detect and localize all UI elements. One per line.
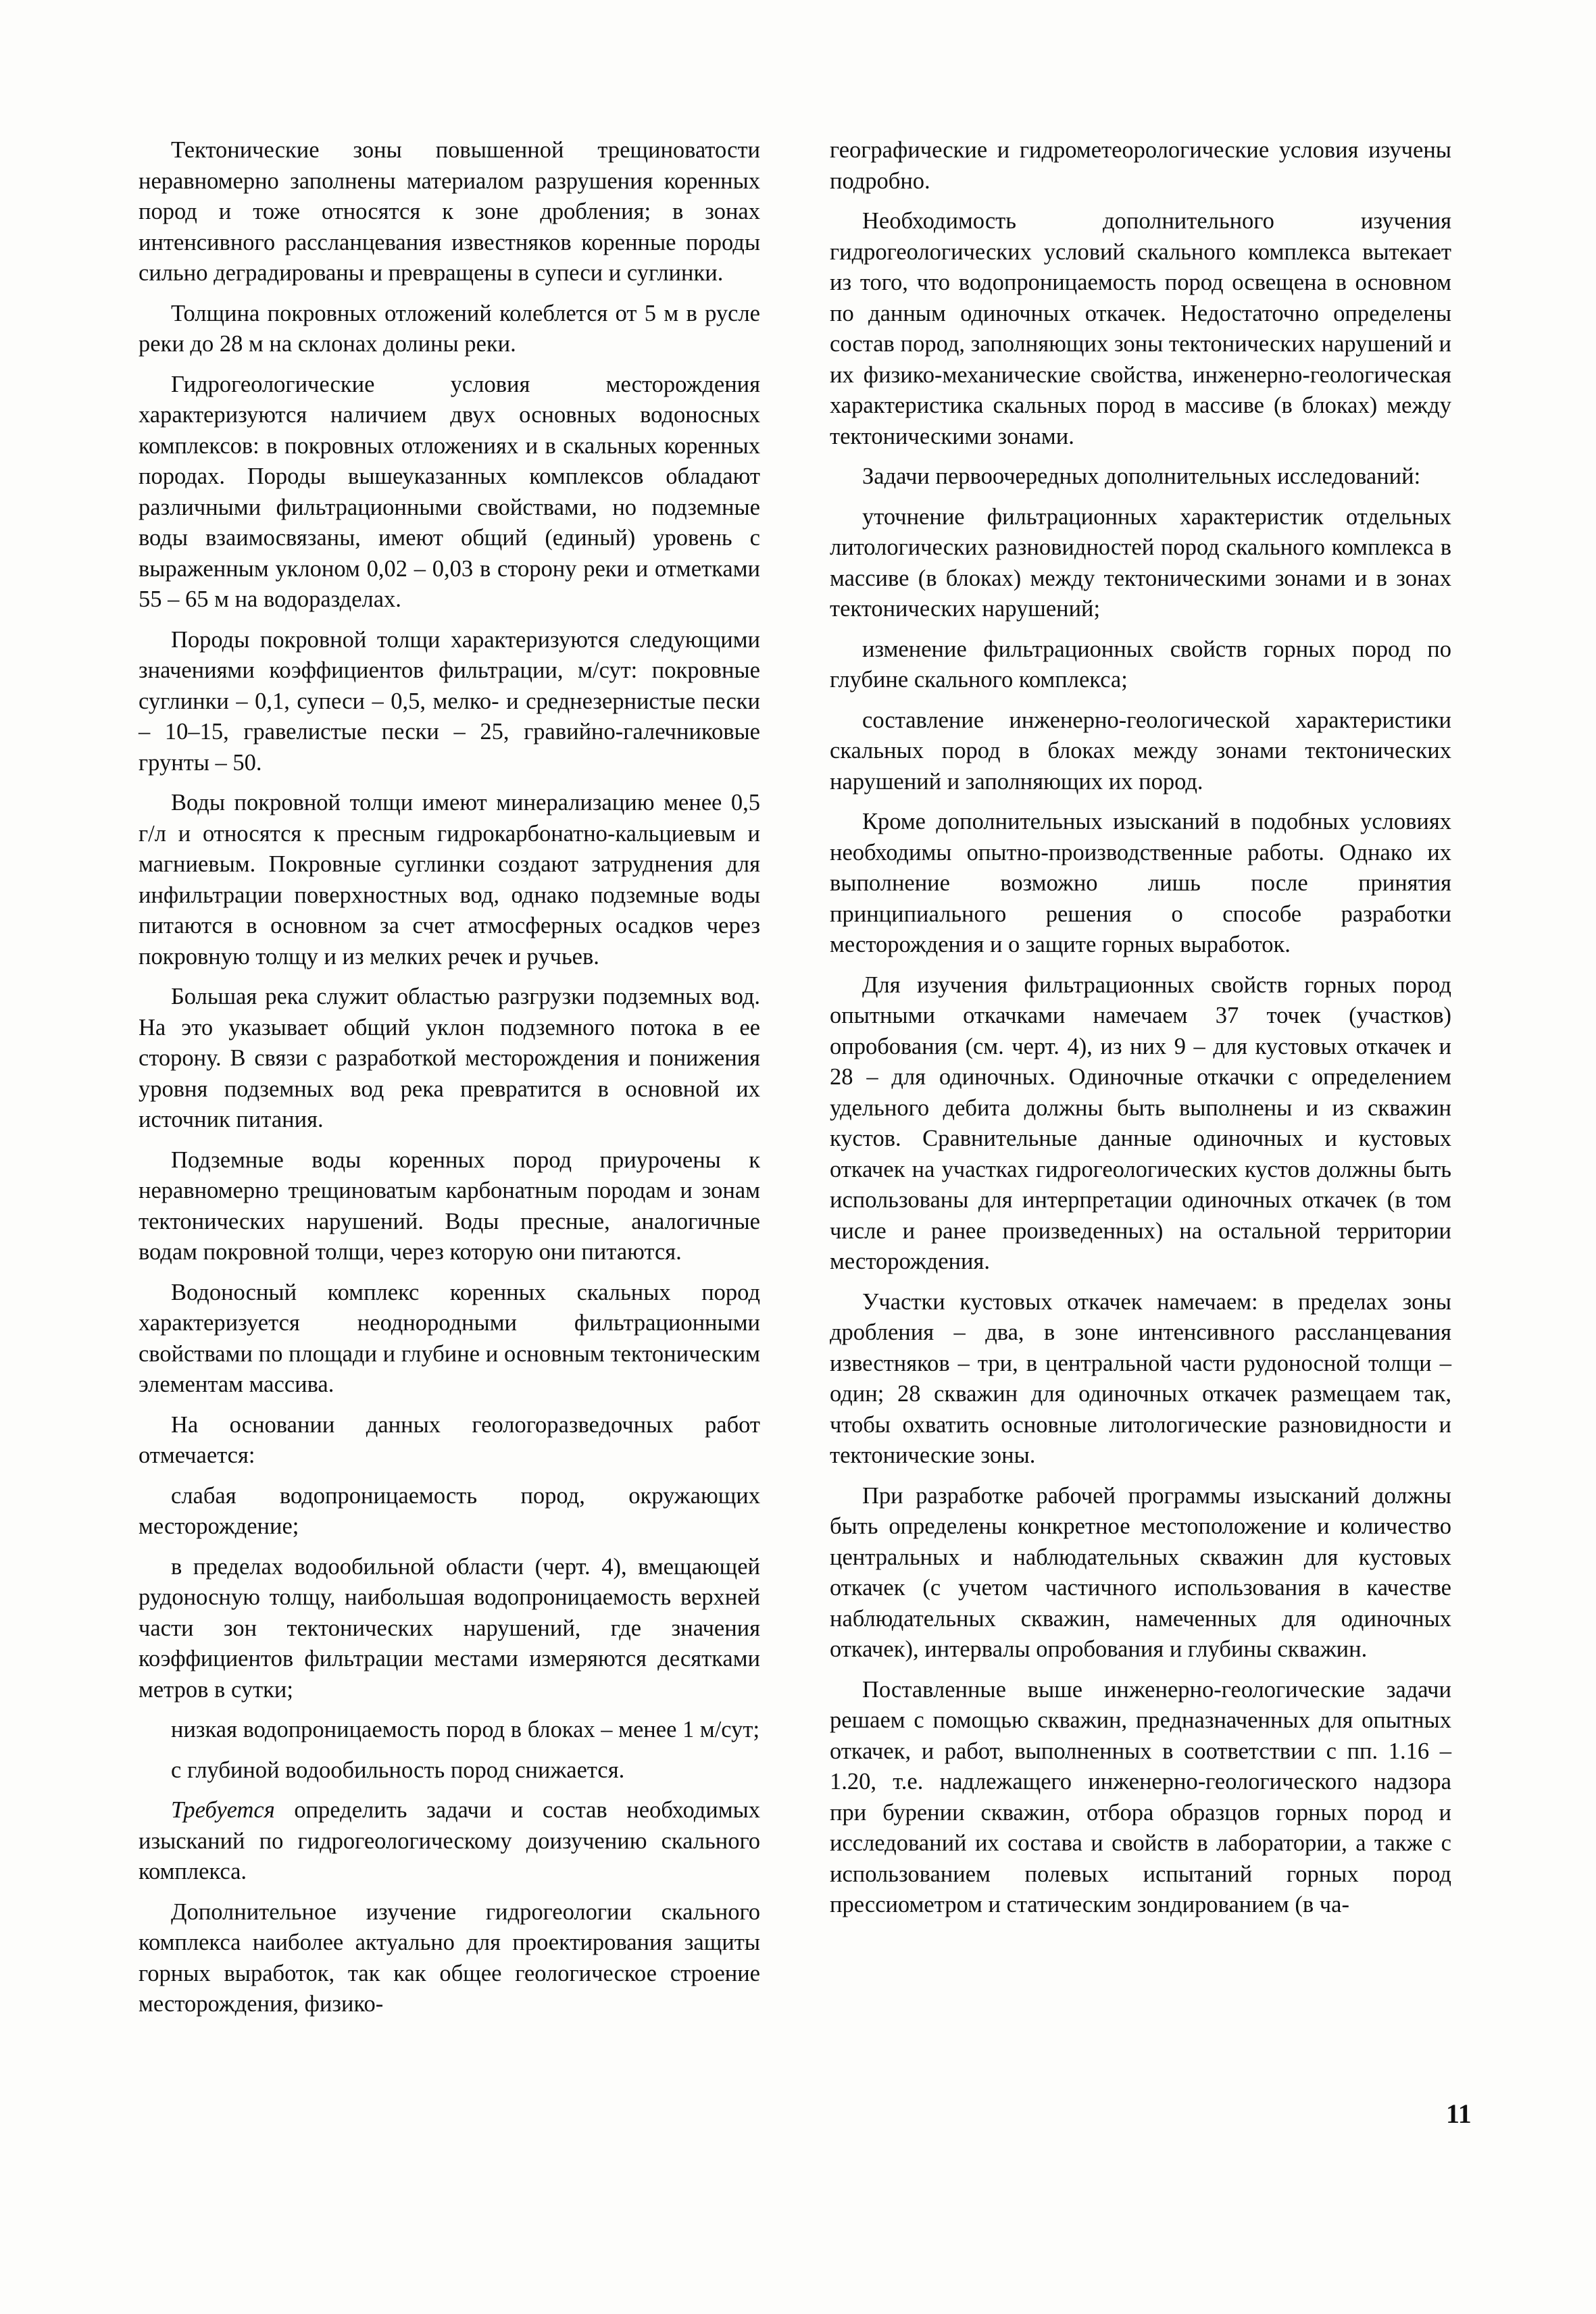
paragraph: Кроме дополнительных изысканий в подобных условиях необходимы опытно-производственные работы. Однако их выполнение возможно лишь после принятия принципиального решения о способе разработки месторождения и о защите горных выработок. [830, 809, 1451, 957]
paragraph: При разработке рабочей программы изысканий должны быть определены конкретное местоположение и количество центральных и наблюдательных скважин для кустовых откачек (с учетом частичного использования в качестве наблюдательных скважин, намеченных для одиночных откачек), интервалы опробования и глубины скважин. [830, 1482, 1451, 1662]
paragraph-text: определить задачи и состав необходимых изысканий по гидрогеологическому доизучению скального комплекса. [139, 1797, 760, 1884]
paragraph [139, 1795, 760, 1888]
paragraph: Поставленные выше инженерно-геологические задачи решаем с помощью скважин, предназначенных для опытных откачек, и работ, выполненных в соответствии с пп. 1.16 – 1.20, т.е. надлежащего инженерно-геологического надзора при бурении скважин, отбора образцов горных пород и исследований их состава и свойств в лаборатории, а также с использованием полевых испытаний горных пород прессиометром и статическим зондированием (в ча- [830, 1676, 1451, 1917]
paragraph: Воды покровной толщи имеют минерализацию менее 0,5 г/л и относятся к пресным гидрокарбонатно-кальциевым и магниевым. Покровные суглинки создают затруднения для инфильтрации поверхностных вод, однако подземные воды питаются в основном за счет атмосферных осадков через покровную толщу и из мелких речек и ручьев. [139, 790, 760, 970]
paragraph: Гидрогеологические условия месторождения характеризуются наличием двух основных водоносных комплексов: в покровных отложениях и в скальных коренных породах. Породы вышеуказанных комплексов обладают различными фильтрационными свойствами, но подземные воды взаимосвязаны, имеют общий (единый) уровень с выраженным уклоном 0,02 – 0,03 в сторону реки и отметками 55 – 65 м на водоразделах. [139, 371, 760, 612]
paragraph: Для изучения фильтрационных свойств горных пород опытными откачками намечаем 37 точек (участков) опробования (см. черт. 4), из них 9 – для кустовых откачек и 28 – для одиночных. Одиночные откачки с определением удельного дебита должны быть выполнены и из скважин кустов. Сравнительные данные одиночных и кустовых откачек на участках гидрогеологических кустов должны быть использованы для интерпретации одиночных откачек (в том числе и ранее произведенных) на остальной территории месторождения. [830, 972, 1451, 1274]
emphasis-word: Требуется [171, 1797, 275, 1823]
list-item: слабая водопроницаемость пород, окружающих месторождение; [139, 1482, 760, 1539]
paragraph: Дополнительное изучение гидрогеологии скального комплекса наиболее актуально для проектирования защиты горных выработок, так как общее геологическое строение месторождения, физико- [139, 1898, 760, 2017]
list-item: уточнение фильтрационных характеристик отдельных литологических разновидностей пород скального комплекса в массиве (в блоках) между тектоническими зонами и в зонах тектонических нарушений; [830, 503, 1451, 622]
list-item: с глубиной водообильность пород снижается. [171, 1757, 625, 1783]
paragraph: Необходимость дополнительного изучения гидрогеологических условий скального комплекса вытекает из того, что водопроницаемость пород освещена в основном по данным одиночных откачек. Недостаточно определены состав пород, заполняющих зоны тектонических нарушений и их физико-механические свойства, инженерно-геологическая характеристика скальных пород в массиве (в блоках) между тектоническими зонами. [830, 208, 1451, 449]
paragraph: Водоносный комплекс коренных скальных пород характеризуется неоднородными фильтрационными свойствами по площади и глубине и основным тектоническим элементам массива. [139, 1279, 760, 1397]
paragraph: Толщина покровных отложений колеблется от 5 м в русле реки до 28 м на склонах долины реки. [139, 300, 760, 357]
paragraph: Задачи первоочередных дополнительных исследований: [862, 463, 1421, 489]
paragraph: Участки кустовых откачек намечаем: в пределах зоны дробления – два, в зоне интенсивного рассланцевания известняков – три, в центральной части рудоносной толщи – один; 28 скважин для одиночных откачек размещаем так, чтобы охватить основные литологические разновидности и тектонические зоны. [830, 1288, 1451, 1468]
paragraph: На основании данных геологоразведочных работ отмечается: [139, 1411, 760, 1468]
paragraph: Тектонические зоны повышенной трещиноватости неравномерно заполнены материалом разрушения коренных пород и тоже относятся к зоне дробления; в зонах интенсивного рассланцевания известняков коренные породы сильно деградированы и превращены в супеси и суглинки. [139, 137, 760, 286]
list-item: низкая водопроницаемость пород в блоках – менее 1 м/сут; [171, 1717, 760, 1742]
paragraph-continuation: географические и гидрометеорологические условия изучены подробно. [830, 137, 1451, 194]
list-item: в пределах водообильной области (черт. 4), вмещающей рудоносную толщу, наибольшая водопроницаемость верхней части зон тектонических нарушений, где значения коэффициентов фильтрации местами измеряются десятками метров в сутки; [139, 1553, 760, 1703]
list-item: составление инженерно-геологической характеристики скальных пород в блоках между зонами тектонических нарушений и заполняющих их пород. [830, 707, 1451, 795]
left-text-column [139, 135, 760, 2030]
paragraph: Породы покровной толщи характеризуются следующими значениями коэффициентов фильтрации, м/сут: покровные суглинки – 0,1, супеси – 0,5, мелко- и среднезернистые пески – 10–15, гравелистые пески – 25, гравийно-галечниковые грунты – 50. [139, 626, 760, 776]
paragraph: Подземные воды коренных пород приурочены к неравномерно трещиноватым карбонатным породам и зонам тектонических нарушений. Воды пресные, аналогичные водам покровной толщи, через которую они питаются. [139, 1147, 760, 1265]
right-text-column [830, 135, 1451, 1930]
paragraph: Большая река служит областью разгрузки подземных вод. На это указывает общий уклон подземного потока в ее сторону. В связи с разработкой месторождения и понижения уровня подземных вод река превратится в основной их источник питания. [139, 984, 760, 1132]
list-item: изменение фильтрационных свойств горных пород по глубине скального комплекса; [830, 636, 1451, 693]
page-number: 11 [1446, 2098, 1472, 2129]
